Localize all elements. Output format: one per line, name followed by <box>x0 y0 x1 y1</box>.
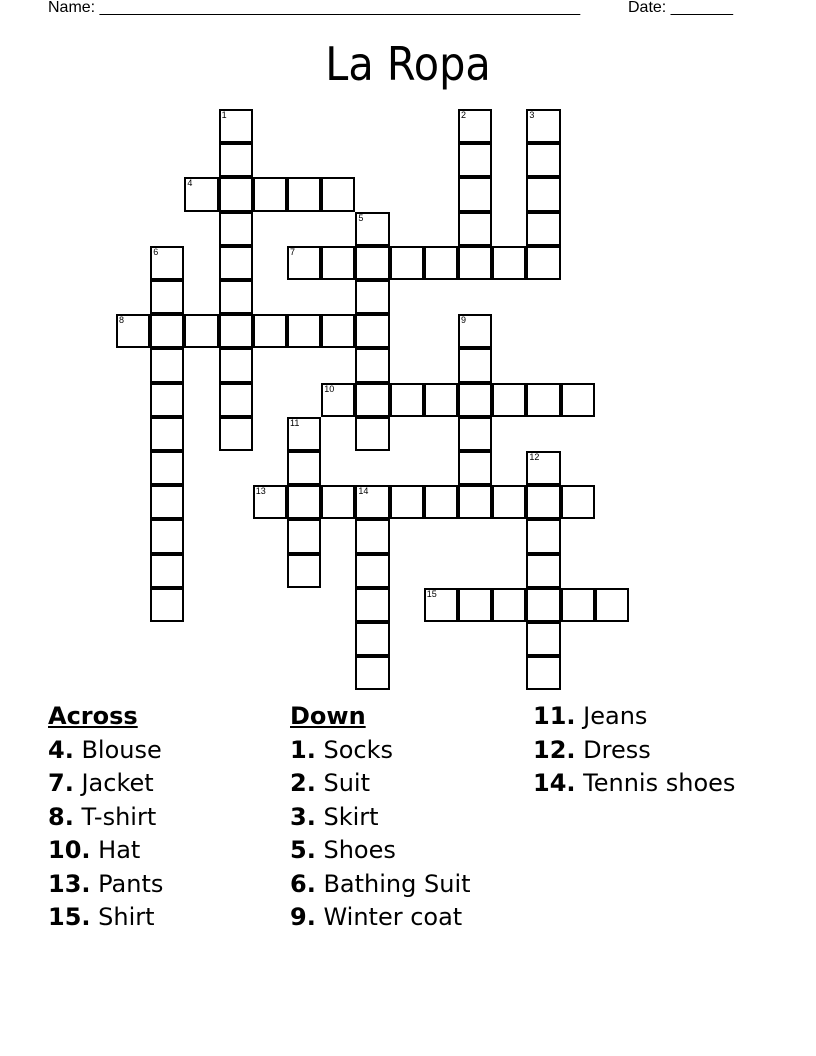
crossword-cell[interactable] <box>116 314 150 348</box>
clue-text: Pants <box>98 869 164 898</box>
clue-across <box>48 767 163 801</box>
crossword-cell[interactable] <box>458 314 492 348</box>
crossword-cell[interactable] <box>492 588 526 622</box>
crossword-cell[interactable] <box>458 485 492 519</box>
clue-text: Hat <box>98 836 141 864</box>
clue-down <box>290 767 471 801</box>
crossword-cell[interactable] <box>355 246 389 280</box>
crossword-cell[interactable] <box>526 109 560 143</box>
crossword-cell[interactable] <box>355 554 389 588</box>
clue-down <box>290 868 471 902</box>
crossword-cell[interactable] <box>219 348 253 382</box>
crossword-cell[interactable] <box>150 451 184 485</box>
crossword-cell[interactable] <box>390 383 424 417</box>
crossword-cell[interactable] <box>458 143 492 177</box>
crossword-cell[interactable] <box>219 417 253 451</box>
clue-number: 8. <box>48 802 74 831</box>
crossword-cell[interactable] <box>526 656 560 690</box>
clue-number: 3. <box>290 802 316 831</box>
crossword-cell[interactable] <box>458 451 492 485</box>
crossword-cell[interactable] <box>321 246 355 280</box>
crossword-cell[interactable] <box>321 485 355 519</box>
clue-text: Socks <box>323 735 393 764</box>
crossword-cell[interactable] <box>458 212 492 246</box>
crossword-cell[interactable] <box>595 588 629 622</box>
clue-number: 2. <box>290 769 316 797</box>
cell-number: 15 <box>426 588 437 599</box>
clue-down <box>533 700 735 734</box>
clue-down <box>290 734 471 768</box>
crossword-cell[interactable] <box>355 212 389 246</box>
crossword-cell[interactable] <box>321 383 355 417</box>
cell-number: 14 <box>358 486 369 497</box>
clue-text: Winter coat <box>323 903 463 931</box>
crossword-cell[interactable] <box>287 417 321 451</box>
crossword-cell[interactable] <box>526 383 560 417</box>
crossword-cell[interactable] <box>355 417 389 451</box>
crossword-cell[interactable] <box>526 143 560 177</box>
across-heading: Across <box>48 702 138 730</box>
crossword-cell[interactable] <box>287 246 321 280</box>
crossword-cell[interactable] <box>355 519 389 553</box>
crossword-cell[interactable] <box>321 314 355 348</box>
crossword-grid <box>116 109 634 693</box>
crossword-cell[interactable] <box>492 246 526 280</box>
crossword-cell[interactable] <box>561 588 595 622</box>
crossword-cell[interactable] <box>219 177 253 211</box>
cell-number: 12 <box>529 452 540 462</box>
crossword-cell[interactable] <box>526 554 560 588</box>
crossword-cell[interactable] <box>287 451 321 485</box>
date-field[interactable]: Date: _______ <box>628 0 733 16</box>
crossword-cell[interactable] <box>424 383 458 417</box>
clue-number: 7. <box>48 769 74 797</box>
crossword-cell[interactable] <box>184 314 218 348</box>
clue-number: 11. <box>533 702 576 730</box>
crossword-cell[interactable] <box>150 246 184 280</box>
crossword-cell[interactable] <box>219 314 253 348</box>
crossword-cell[interactable] <box>424 588 458 622</box>
clue-across <box>48 834 163 868</box>
clue-text: Blouse <box>81 735 162 764</box>
crossword-cell[interactable] <box>526 519 560 553</box>
crossword-cell[interactable] <box>150 485 184 519</box>
crossword-cell[interactable] <box>184 177 218 211</box>
crossword-cell[interactable] <box>526 451 560 485</box>
crossword-cell[interactable] <box>424 246 458 280</box>
cell-number: 11 <box>290 417 300 428</box>
clue-number: 5. <box>290 836 316 864</box>
clue-text: Tennis shoes <box>583 769 736 797</box>
clue-down <box>533 734 735 768</box>
crossword-cell[interactable] <box>390 246 424 280</box>
clue-text: Shirt <box>98 903 155 931</box>
crossword-cell[interactable] <box>219 143 253 177</box>
crossword-cell[interactable] <box>526 212 560 246</box>
crossword-cell[interactable] <box>526 177 560 211</box>
crossword-cell[interactable] <box>561 383 595 417</box>
crossword-cell[interactable] <box>526 588 560 622</box>
clue-text: Shoes <box>323 836 396 864</box>
cell-number: 6 <box>153 246 159 257</box>
clue-down <box>290 801 471 835</box>
clue-across <box>48 801 163 835</box>
crossword-cell[interactable] <box>321 177 355 211</box>
crossword-cell[interactable] <box>253 177 287 211</box>
crossword-cell[interactable] <box>355 383 389 417</box>
clue-down <box>290 834 471 868</box>
cell-number: 5 <box>358 212 364 223</box>
crossword-cell[interactable] <box>219 280 253 314</box>
crossword-cell[interactable] <box>150 519 184 553</box>
crossword-cell[interactable] <box>458 383 492 417</box>
down-heading: Down <box>290 702 366 730</box>
crossword-cell[interactable] <box>219 109 253 143</box>
cell-number: 10 <box>324 383 335 394</box>
cell-number: 2 <box>461 110 467 120</box>
crossword-cell[interactable] <box>150 280 184 314</box>
name-field[interactable]: Name: ______________________________________________________ <box>48 0 581 16</box>
crossword-cell[interactable] <box>526 485 560 519</box>
clue-number: 6. <box>290 869 316 898</box>
crossword-cell[interactable] <box>390 485 424 519</box>
crossword-cell[interactable] <box>355 622 389 656</box>
clue-number: 13. <box>48 869 91 898</box>
crossword-cell[interactable] <box>355 588 389 622</box>
clue-text: T-shirt <box>81 802 157 831</box>
crossword-cell[interactable] <box>150 554 184 588</box>
cell-number: 7 <box>290 246 296 257</box>
crossword-cell[interactable] <box>287 519 321 553</box>
clue-across <box>48 734 163 768</box>
clue-down <box>290 901 471 935</box>
crossword-cell[interactable] <box>150 348 184 382</box>
crossword-cell[interactable] <box>458 348 492 382</box>
across-clues <box>48 700 163 935</box>
crossword-cell[interactable] <box>219 246 253 280</box>
clue-number: 1. <box>290 735 316 764</box>
cell-number: 13 <box>255 486 266 497</box>
crossword-cell[interactable] <box>355 485 389 519</box>
crossword-cell[interactable] <box>561 485 595 519</box>
clue-across <box>48 901 163 935</box>
clue-across <box>48 868 163 902</box>
cell-number: 1 <box>221 110 227 120</box>
crossword-cell[interactable] <box>355 314 389 348</box>
crossword-cell[interactable] <box>458 109 492 143</box>
clue-text: Suit <box>323 769 370 797</box>
clue-text: Skirt <box>323 802 379 831</box>
clue-number: 9. <box>290 903 316 931</box>
clue-number: 4. <box>48 735 74 764</box>
crossword-cell[interactable] <box>492 485 526 519</box>
crossword-cell[interactable] <box>219 383 253 417</box>
crossword-cell[interactable] <box>253 314 287 348</box>
cell-number: 8 <box>119 315 125 326</box>
cell-number: 4 <box>187 178 193 189</box>
crossword-cell[interactable] <box>355 280 389 314</box>
clue-number: 12. <box>533 735 576 764</box>
crossword-cell[interactable] <box>287 177 321 211</box>
crossword-cell[interactable] <box>150 383 184 417</box>
crossword-cell[interactable] <box>287 485 321 519</box>
page-title: La Ropa <box>325 37 491 91</box>
crossword-cell[interactable] <box>253 485 287 519</box>
clue-number: 14. <box>533 769 576 797</box>
clue-number: 10. <box>48 836 91 864</box>
clue-text: Bathing Suit <box>323 869 471 898</box>
crossword-cell[interactable] <box>355 348 389 382</box>
crossword-cell[interactable] <box>526 622 560 656</box>
crossword-cell[interactable] <box>150 588 184 622</box>
clue-text: Dress <box>583 735 651 764</box>
crossword-cell[interactable] <box>355 656 389 690</box>
clue-text: Jeans <box>583 702 648 730</box>
cell-number: 3 <box>529 110 535 120</box>
crossword-cell[interactable] <box>492 383 526 417</box>
crossword-cell[interactable] <box>150 314 184 348</box>
crossword-cell[interactable] <box>458 417 492 451</box>
clue-text: Jacket <box>81 769 154 797</box>
crossword-cell[interactable] <box>424 485 458 519</box>
crossword-cell[interactable] <box>150 417 184 451</box>
down-clues <box>290 700 471 935</box>
clue-down <box>533 767 735 801</box>
crossword-cell[interactable] <box>458 588 492 622</box>
clue-number: 15. <box>48 903 91 931</box>
crossword-cell[interactable] <box>287 314 321 348</box>
cell-number: 9 <box>461 315 467 326</box>
crossword-cell[interactable] <box>219 212 253 246</box>
down-clues-continued <box>533 700 735 801</box>
crossword-cell[interactable] <box>287 554 321 588</box>
crossword-cell[interactable] <box>526 246 560 280</box>
crossword-cell[interactable] <box>458 177 492 211</box>
crossword-cell[interactable] <box>458 246 492 280</box>
